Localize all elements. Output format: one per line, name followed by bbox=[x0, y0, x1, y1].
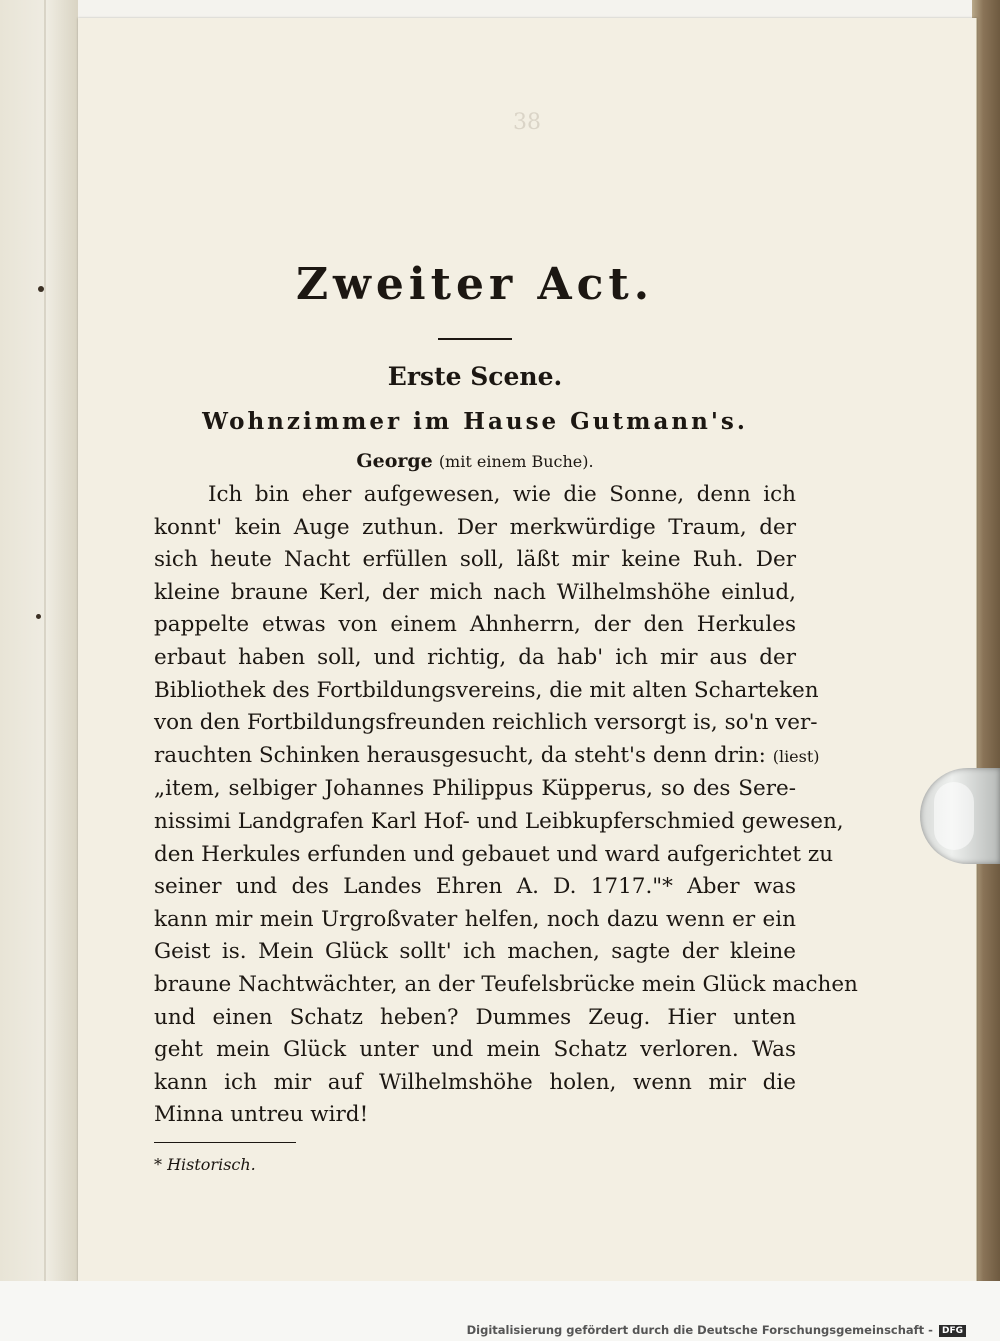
footnote: * Historisch. bbox=[154, 1154, 256, 1174]
text-line: kleine braune Kerl, der mich nach Wilhelmshöhe einlud, bbox=[154, 579, 796, 605]
text-line: „item, selbiger Johannes Philippus Küpperus, so des Sere- bbox=[154, 776, 796, 802]
credit-text: Digitalisierung gefördert durch die Deutsche Forschungsgemeinschaft - bbox=[466, 1323, 933, 1337]
scene-location: Wohnzimmer im Hause Gutmann's. bbox=[202, 408, 748, 435]
footnote-rule bbox=[154, 1142, 296, 1143]
act-title: Zweiter Act. bbox=[295, 259, 655, 310]
text-line: und einen Schatz heben? Dummes Zeug. Hier unten bbox=[154, 1004, 796, 1030]
left-page-edge-line bbox=[44, 0, 46, 1341]
speaker-line bbox=[154, 446, 796, 477]
text-line: von den Fortbildungsfreunden reichlich versorgt is, so'n ver- bbox=[154, 710, 818, 736]
page-clip-highlight bbox=[934, 782, 974, 850]
page-content bbox=[154, 254, 858, 1174]
text-line: Geist is. Mein Glück sollt' ich machen, sagte der kleine bbox=[154, 939, 796, 965]
text-line: Bibliothek des Fortbildungsvereins, die mit alten Scharteken bbox=[154, 677, 819, 703]
text-line: pappelte etwas von einem Ahnherrn, der den Herkules bbox=[154, 612, 796, 638]
scene-title: Erste Scene. bbox=[387, 362, 563, 391]
speech-text bbox=[154, 479, 858, 1132]
title-rule bbox=[438, 338, 512, 340]
left-page-spot bbox=[38, 286, 44, 292]
text-line-part: rauchten Schinken herausgesucht, da steht's denn drin: bbox=[154, 742, 766, 768]
digitization-credit bbox=[467, 1323, 966, 1337]
dfg-logo: DFG bbox=[939, 1325, 966, 1337]
text-line: kann ich mir auf Wilhelmshöhe holen, wenn mir die bbox=[154, 1069, 796, 1095]
page-number-bleed: 38 bbox=[513, 110, 541, 135]
left-page-spot bbox=[36, 614, 41, 619]
text-line: braune Nachtwächter, an der Teufelsbrücke mein Glück machen bbox=[154, 971, 858, 997]
text-line: geht mein Glück unter und mein Schatz verloren. Was bbox=[154, 1037, 796, 1063]
text-line: konnt' kein Auge zuthun. Der merkwürdige Traum, der bbox=[154, 514, 796, 540]
stage-direction: (mit einem Buche). bbox=[438, 452, 594, 471]
text-line-with-direction bbox=[154, 740, 820, 774]
text-line: Ich bin eher aufgewesen, wie die Sonne, denn ich bbox=[208, 482, 796, 507]
text-line: den Herkules erfunden und gebauet und ward aufgerichtet zu bbox=[154, 841, 834, 867]
left-facing-page bbox=[0, 0, 78, 1341]
text-line: sich heute Nacht erfüllen soll, läßt mir keine Ruh. Der bbox=[154, 547, 796, 573]
book-page bbox=[78, 18, 977, 1318]
text-line: Minna untreu wird! bbox=[154, 1102, 369, 1128]
text-line: nissimi Landgrafen Karl Hof- und Leibkupferschmied gewesen, bbox=[154, 808, 844, 834]
speaker-name: George bbox=[356, 450, 433, 472]
inline-stage-direction: (liest) bbox=[772, 746, 820, 766]
text-line: kann mir mein Urgroßvater helfen, noch dazu wenn er ein bbox=[154, 906, 796, 932]
text-line: seiner und des Landes Ehren A. D. 1717."* Aber was bbox=[154, 874, 796, 900]
text-line: erbaut haben soll, und richtig, da hab' ich mir aus der bbox=[154, 644, 796, 670]
